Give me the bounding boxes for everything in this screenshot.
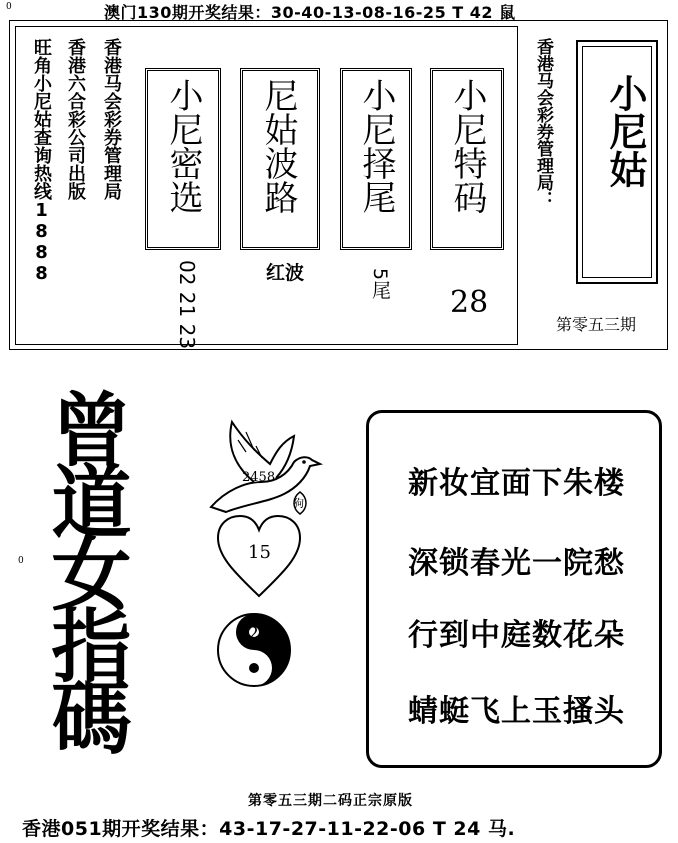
poem-line-3: 行到中庭数花朵 (408, 618, 625, 653)
corner-mark: 0 (6, 2, 12, 12)
hk-result-footer: 香港051期开奖结果：43-17-27-11-22-06 T 24 马. (22, 818, 516, 840)
yin-yang-icon (214, 610, 294, 690)
right-authority-column: 香港马会彩券管理局： (533, 38, 553, 208)
card-wave-route-value: 红波 (266, 262, 305, 284)
yin-yang-number: 23 (248, 624, 270, 644)
footer-caption: 第零五三期二码正宗原版 (248, 793, 413, 809)
poem-line-4: 蜻蜓飞上玉搔头 (408, 694, 625, 729)
dove-number: 2458 (242, 470, 276, 485)
big-title-text: 曾道女指碼 (38, 388, 131, 748)
publisher-column: 香港六合彩公司出版 (65, 38, 86, 200)
issue-label: 第零五三期 (556, 315, 637, 334)
dove-tag: 狗 (293, 497, 304, 510)
macau-result-header: 澳门130期开奖结果：30-40-13-08-16-25 T 42 鼠 (104, 3, 516, 22)
authority-column: 香港马会彩券管理局 (101, 38, 122, 200)
card-tail-pick-value: 5尾 (369, 268, 391, 300)
card-special-number-title: 小尼特码 (447, 78, 487, 214)
brand-title: 小尼姑 (603, 74, 648, 188)
heart-number: 15 (248, 542, 271, 563)
side-mark: 0 (18, 556, 24, 566)
big-title (36, 388, 136, 748)
card-wave-route-title: 尼姑波路 (258, 78, 298, 214)
poem-line-1: 新妆宜面下朱楼 (408, 466, 625, 501)
hotline-column: 旺角小尼姑查询热线1888 (31, 38, 52, 284)
card-secret-pick-value: 02 21 23 (175, 260, 199, 350)
dove-icon (196, 412, 326, 522)
card-special-number-value: 28 (450, 285, 489, 320)
poem-line-2: 深锁春光一院愁 (408, 546, 625, 581)
card-secret-pick-title: 小尼密选 (163, 78, 203, 214)
card-tail-pick-title: 小尼择尾 (356, 78, 396, 214)
